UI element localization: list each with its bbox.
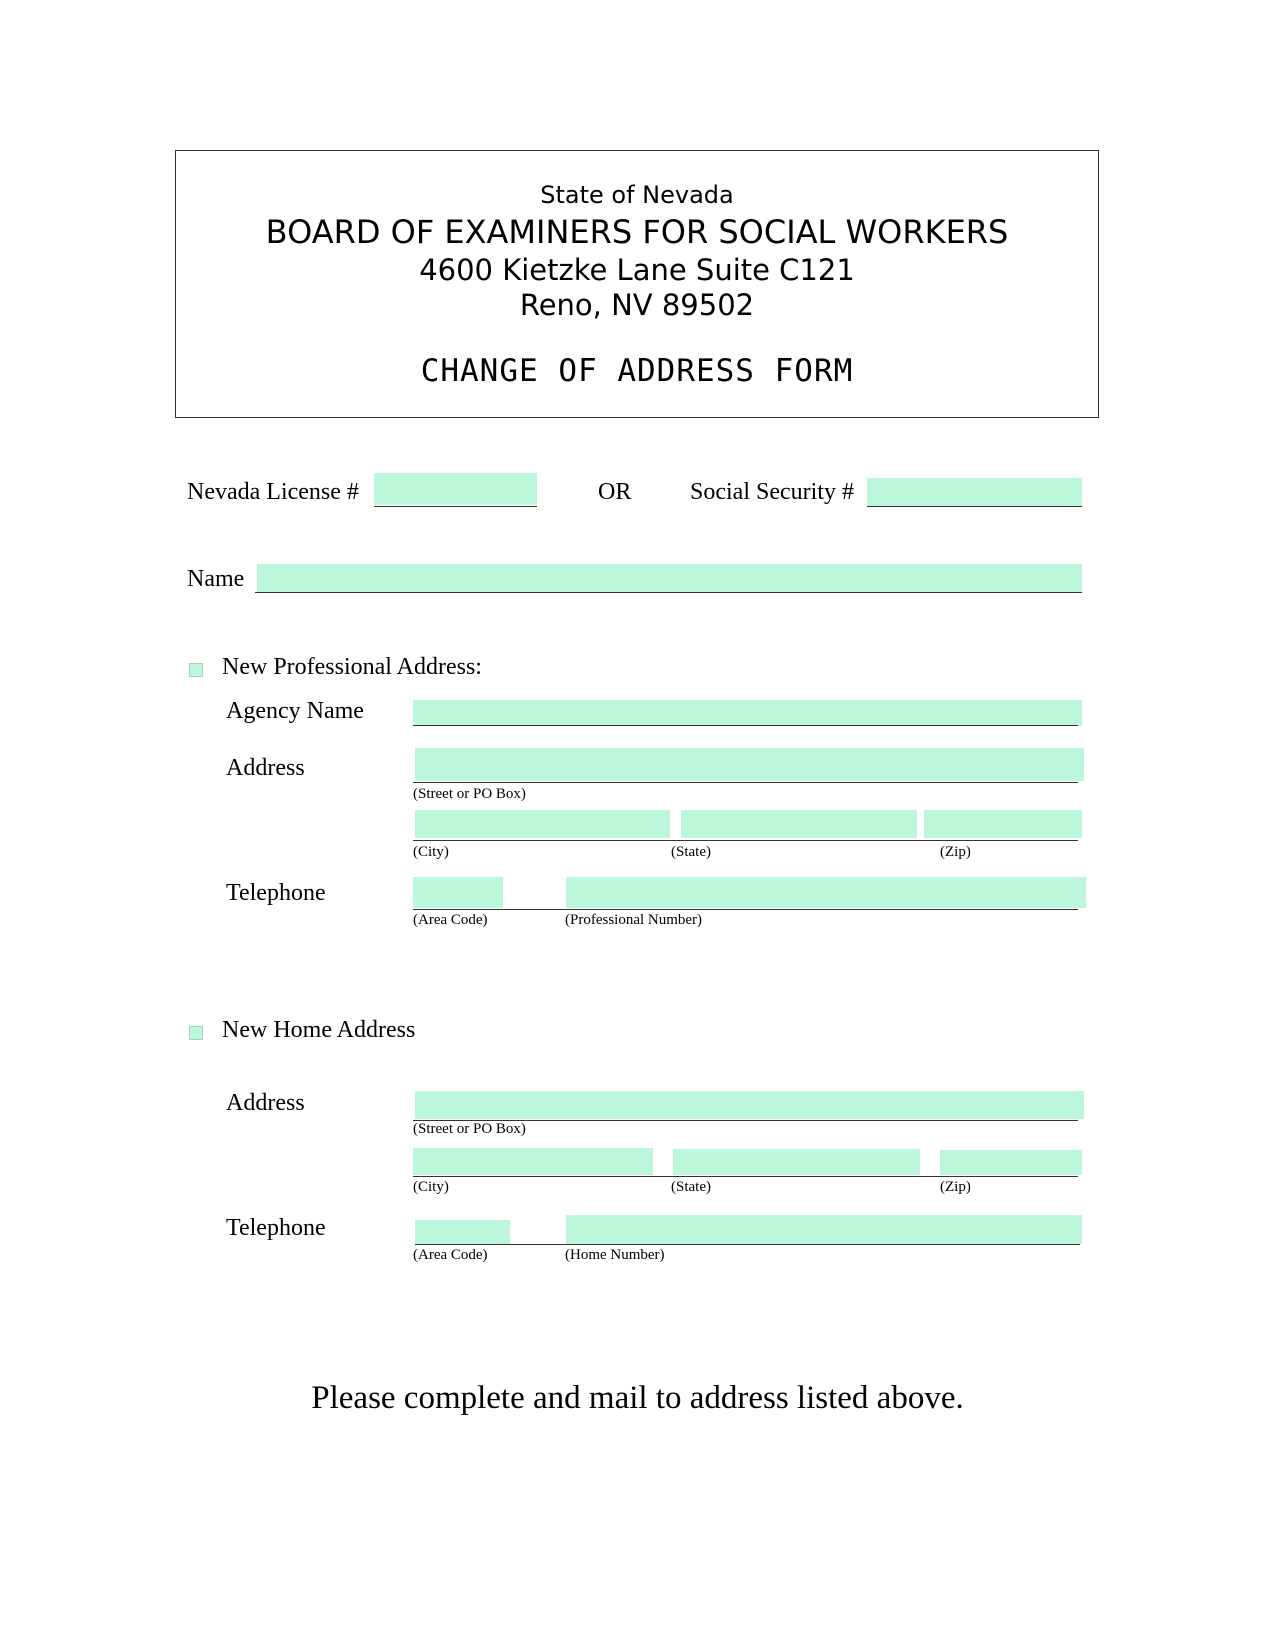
professional-zip-caption: (Zip)	[940, 844, 971, 860]
state-name: State of Nevada	[540, 181, 734, 209]
professional-telephone-label: Telephone	[226, 880, 326, 906]
board-name: BOARD OF EXAMINERS FOR SOCIAL WORKERS	[265, 213, 1009, 251]
name-label: Name	[187, 566, 245, 592]
home-street-caption: (Street or PO Box)	[413, 1121, 526, 1137]
professional-city-underline	[413, 840, 1078, 841]
home-zip-caption: (Zip)	[940, 1179, 971, 1195]
home-area-code-field[interactable]	[415, 1220, 510, 1244]
home-phone-underline	[415, 1244, 1080, 1245]
professional-phone-underline	[413, 909, 1078, 910]
professional-city-caption: (City)	[413, 844, 449, 860]
home-address-label: Address	[226, 1090, 305, 1116]
home-area-code-caption: (Area Code)	[413, 1247, 488, 1263]
agency-name-field[interactable]	[413, 700, 1082, 726]
license-number-field[interactable]	[374, 473, 537, 505]
professional-address-label: Address	[226, 755, 305, 781]
ssn-label: Social Security #	[690, 479, 854, 505]
ssn-underline	[867, 506, 1082, 507]
professional-street-field[interactable]	[415, 748, 1084, 781]
home-address-checkbox[interactable]	[189, 1026, 203, 1040]
professional-state-field[interactable]	[681, 810, 917, 838]
professional-number-caption: (Professional Number)	[565, 912, 703, 928]
professional-city-field[interactable]	[415, 810, 670, 838]
license-label: Nevada License #	[187, 479, 359, 505]
ssn-field[interactable]	[867, 478, 1082, 506]
home-number-field[interactable]	[566, 1215, 1082, 1244]
professional-heading: New Professional Address:	[222, 654, 482, 680]
name-underline	[255, 592, 1082, 593]
form-header	[175, 150, 1099, 418]
home-zip-field[interactable]	[940, 1150, 1082, 1175]
home-number-caption: (Home Number)	[565, 1247, 665, 1263]
home-city-underline	[413, 1176, 1078, 1177]
agency-underline	[413, 725, 1078, 726]
home-street-field[interactable]	[415, 1091, 1084, 1119]
home-heading: New Home Address	[222, 1017, 416, 1043]
professional-street-caption: (Street or PO Box)	[413, 786, 526, 802]
professional-number-field[interactable]	[566, 877, 1086, 908]
home-city-field[interactable]	[413, 1148, 653, 1175]
name-field[interactable]	[257, 564, 1082, 592]
license-underline	[374, 506, 537, 507]
professional-area-code-caption: (Area Code)	[413, 912, 488, 928]
board-street-address: 4600 Kietzke Lane Suite C121	[419, 253, 855, 287]
home-state-caption: (State)	[671, 1179, 711, 1195]
agency-name-label: Agency Name	[226, 698, 364, 724]
home-state-field[interactable]	[673, 1149, 920, 1175]
form-title: CHANGE OF ADDRESS FORM	[420, 353, 854, 389]
home-telephone-label: Telephone	[226, 1215, 326, 1241]
professional-state-caption: (State)	[671, 844, 711, 860]
professional-zip-field[interactable]	[924, 810, 1082, 838]
professional-area-code-field[interactable]	[413, 877, 503, 908]
or-label: OR	[598, 479, 632, 505]
mailing-instruction: Please complete and mail to address listed above.	[311, 1380, 964, 1416]
home-city-caption: (City)	[413, 1179, 449, 1195]
professional-street-underline	[413, 782, 1078, 783]
professional-address-checkbox[interactable]	[189, 663, 203, 677]
board-city-address: Reno, NV 89502	[519, 288, 755, 322]
